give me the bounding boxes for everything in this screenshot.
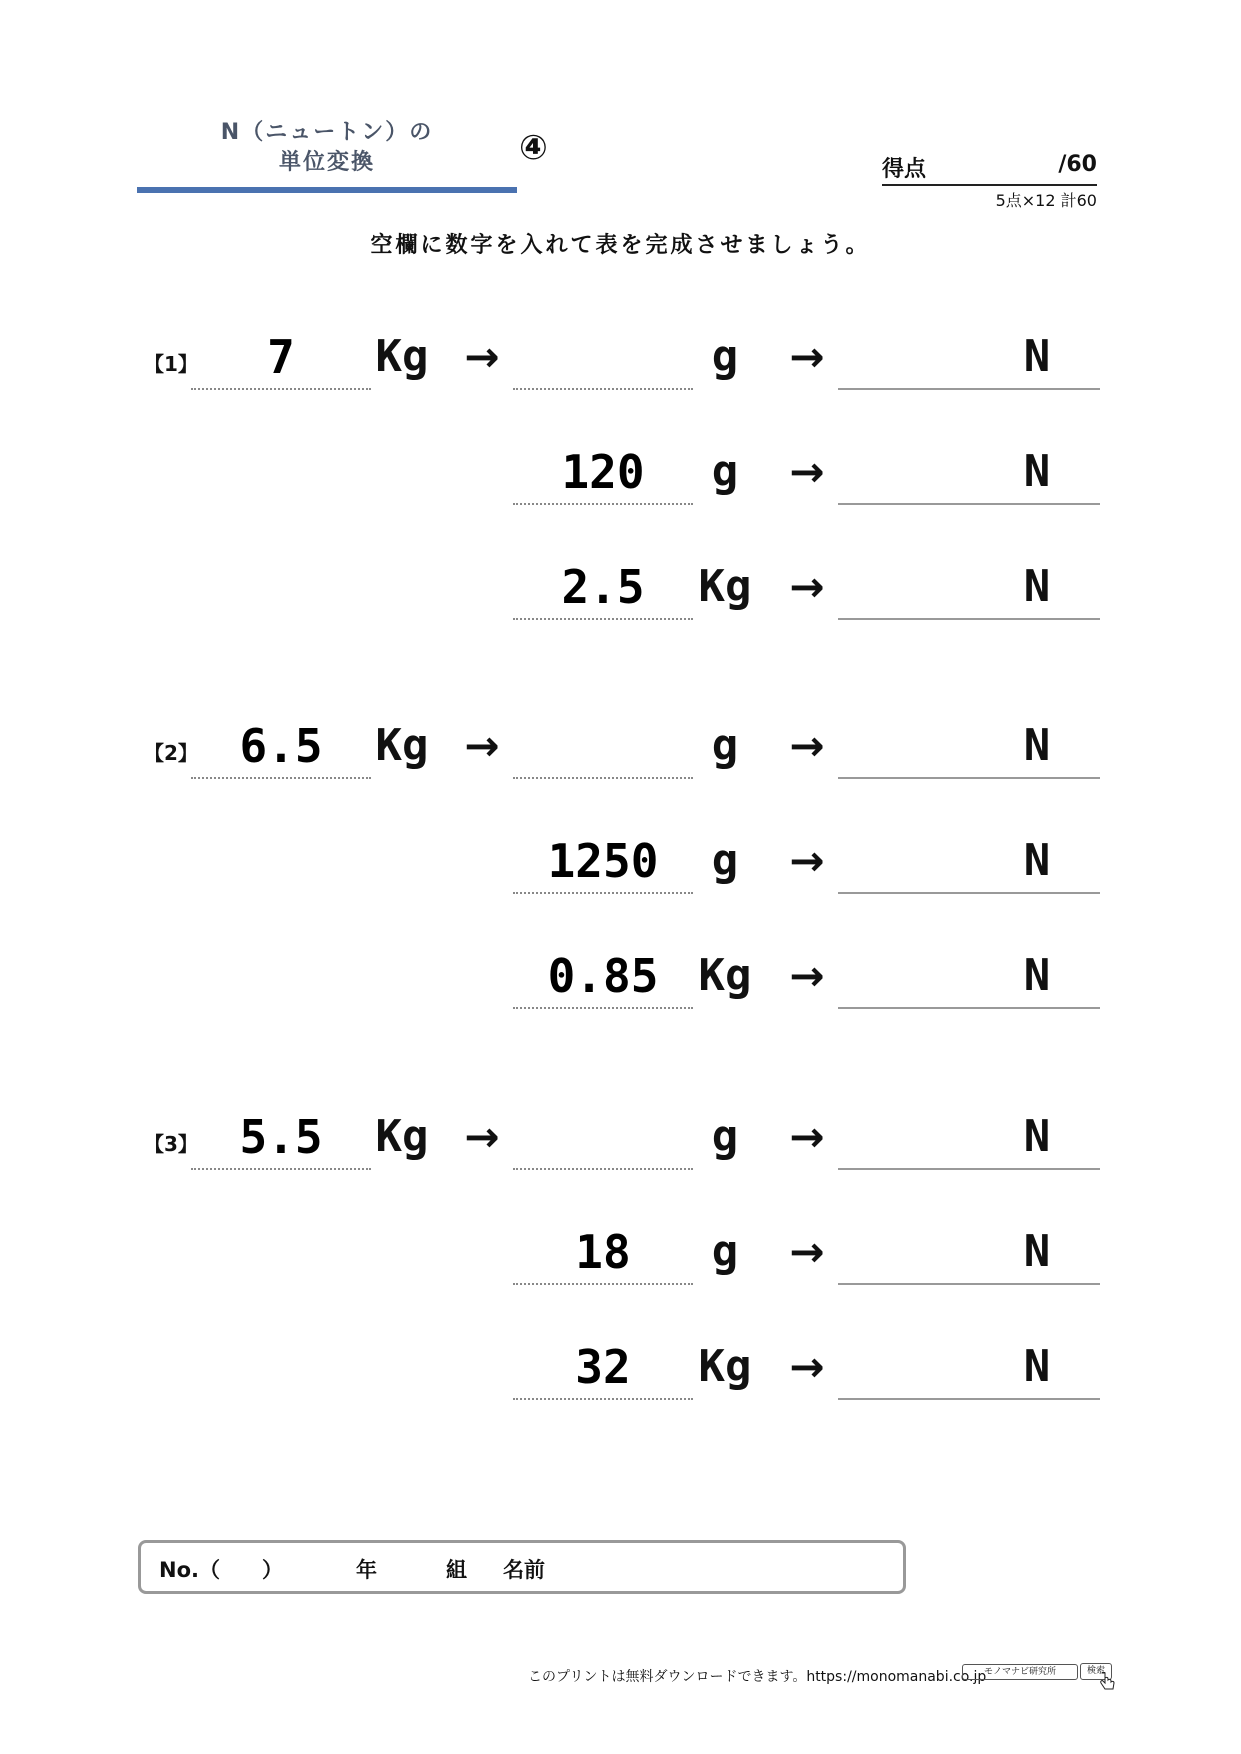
arrow-icon: → [789, 836, 825, 885]
worksheet-title [137, 118, 517, 178]
title-line-1: N（ニュートン）の [220, 120, 434, 145]
newton-unit: N [1023, 720, 1051, 771]
title-underline [137, 187, 517, 193]
problem-label: 【1】 [144, 352, 198, 376]
unit-label: g [711, 1226, 739, 1277]
unit-label: Kg [375, 331, 429, 382]
unit-label: g [711, 720, 739, 771]
problem-label: 【3】 [144, 1132, 198, 1156]
score-max: /60 [1058, 152, 1097, 177]
arrow-icon: → [789, 1227, 825, 1276]
arrow-icon: → [789, 332, 825, 381]
unit-label: Kg [698, 1341, 752, 1392]
arrow-icon: → [789, 447, 825, 496]
problem-1-row-3 [0, 556, 1241, 636]
unit-label: g [711, 835, 739, 886]
student-info-box[interactable] [138, 1540, 906, 1594]
newton-unit: N [1023, 446, 1051, 497]
unit-label: g [711, 1111, 739, 1162]
given-value: 120 [513, 441, 693, 505]
answer-blank-grams[interactable] [513, 326, 693, 390]
problem-3-row-1 [0, 1106, 1241, 1186]
given-value: 0.85 [513, 945, 693, 1009]
arrow-icon: → [789, 721, 825, 770]
answer-blank-grams[interactable] [513, 1106, 693, 1170]
unit-label: g [711, 446, 739, 497]
unit-label: Kg [375, 1111, 429, 1162]
given-value: 18 [513, 1221, 693, 1285]
arrow-icon: → [789, 562, 825, 611]
problem-3-row-2 [0, 1221, 1241, 1301]
newton-unit: N [1023, 1111, 1051, 1162]
search-field: モノマナビ研究所 [962, 1664, 1078, 1680]
arrow-icon: → [789, 951, 825, 1000]
given-value: 6.5 [191, 715, 371, 779]
problem-2-row-1 [0, 715, 1241, 795]
score-field[interactable] [882, 152, 1097, 186]
newton-unit: N [1023, 1226, 1051, 1277]
unit-label: Kg [698, 950, 752, 1001]
given-value: 7 [191, 326, 371, 390]
year-label: 年 [356, 1558, 377, 1582]
title-line-2: 単位変換 [278, 150, 375, 175]
newton-unit: N [1023, 331, 1051, 382]
newton-unit: N [1023, 835, 1051, 886]
score-label: 得点 [882, 157, 927, 182]
worksheet-number: ④ [519, 128, 548, 168]
problem-1-row-1 [0, 326, 1241, 406]
given-value: 1250 [513, 830, 693, 894]
problem-label: 【2】 [144, 741, 198, 765]
newton-unit: N [1023, 1341, 1051, 1392]
unit-label: g [711, 331, 739, 382]
number-label: No.（ ） [159, 1558, 283, 1582]
instruction-text: 空欄に数字を入れて表を完成させましょう。 [370, 233, 871, 258]
arrow-icon: → [464, 1112, 500, 1161]
problem-2-row-3 [0, 945, 1241, 1025]
arrow-icon: → [464, 332, 500, 381]
footer-download-note: このプリントは無料ダウンロードできます。https://monomanabi.co.jp [528, 1669, 987, 1685]
class-label: 組 [446, 1558, 467, 1582]
newton-unit: N [1023, 561, 1051, 612]
unit-label: Kg [698, 561, 752, 612]
score-note: 5点×12 計60 [995, 191, 1097, 210]
given-value: 5.5 [191, 1106, 371, 1170]
newton-unit: N [1023, 950, 1051, 1001]
problem-3-row-3 [0, 1336, 1241, 1416]
hand-cursor-icon [1100, 1672, 1116, 1692]
arrow-icon: → [789, 1342, 825, 1391]
answer-blank-grams[interactable] [513, 715, 693, 779]
unit-label: Kg [375, 720, 429, 771]
given-value: 32 [513, 1336, 693, 1400]
arrow-icon: → [464, 721, 500, 770]
name-label: 名前 [503, 1558, 545, 1582]
problem-2-row-2 [0, 830, 1241, 910]
given-value: 2.5 [513, 556, 693, 620]
problem-1-row-2 [0, 441, 1241, 521]
search-button: 検索 [1080, 1663, 1112, 1680]
arrow-icon: → [789, 1112, 825, 1161]
